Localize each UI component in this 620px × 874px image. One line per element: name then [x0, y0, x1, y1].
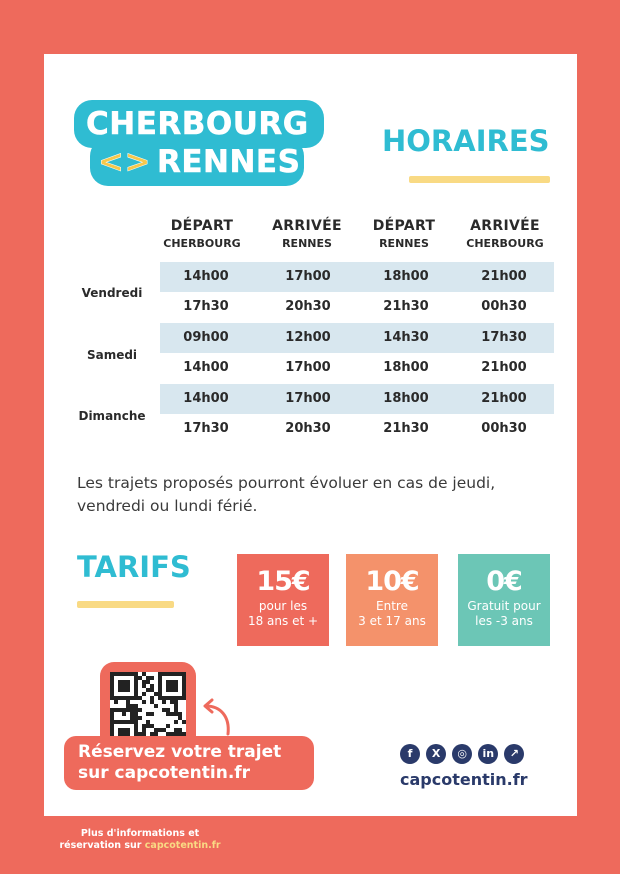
column-header: DÉPART RENNES: [372, 218, 436, 250]
instagram-icon[interactable]: ◎: [452, 744, 472, 764]
table-row: 09h00 12h00 14h30 17h30: [160, 323, 554, 353]
horaires-title: HORAIRES: [382, 124, 550, 158]
tarif-card-infant: 0€ Gratuit pour les -3 ans: [458, 554, 550, 646]
booking-site-link[interactable]: capcotentin.fr: [114, 763, 251, 783]
qr-code-frame: [100, 662, 196, 742]
column-header: ARRIVÉE CHERBOURG: [466, 218, 544, 250]
table-row: 17h30 20h30 21h30 00h30: [183, 421, 527, 436]
holiday-note: Les trajets proposés pourront évoluer en cas de jeudi, vendredi ou lundi férié.: [77, 474, 496, 515]
linkedin-icon[interactable]: in: [478, 744, 498, 764]
table-row: 14h00 17h00 18h00 21h00: [160, 384, 554, 414]
link-icon[interactable]: ↗: [504, 744, 524, 764]
table-row: 14h00 17h00 18h00 21h00: [183, 360, 527, 375]
day-label: Dimanche: [78, 409, 146, 423]
day-label: Vendredi: [81, 286, 143, 300]
horaires-underline: [409, 176, 550, 183]
poster-card: [44, 54, 577, 816]
tarifs-title: TARIFS: [77, 550, 191, 584]
table-row: 14h00 17h00 18h00 21h00: [160, 262, 554, 292]
tarif-card-child: 10€ Entre 3 et 17 ans: [346, 554, 438, 646]
table-row: 17h30 20h30 21h30 00h30: [183, 299, 527, 314]
tarif-card-adult: 15€ pour les 18 ans et +: [237, 554, 329, 646]
social-icons: [400, 744, 525, 764]
column-header: ARRIVÉE RENNES: [272, 218, 342, 250]
logo-arrows: <>: [98, 144, 151, 180]
facebook-icon[interactable]: f: [400, 744, 420, 764]
footer-site-link[interactable]: capcotentin.fr: [144, 840, 221, 851]
booking-line1: Réservez votre trajet: [78, 742, 282, 762]
cherbourg-rennes-logo: [74, 100, 324, 186]
logo-line-cherbourg: CHERBOURG: [86, 106, 309, 142]
booking-banner[interactable]: Réservez votre trajet sur capcotentin.fr: [64, 736, 314, 790]
footer-info: Plus d'informations et réservation sur capcotentin.fr: [59, 828, 221, 851]
x-icon[interactable]: X: [426, 744, 446, 764]
day-label: Samedi: [86, 348, 138, 362]
curved-arrow-icon: [200, 698, 236, 738]
column-header: DÉPART CHERBOURG: [163, 218, 241, 250]
site-link[interactable]: capcotentin.fr: [400, 770, 528, 789]
logo-line-rennes: <> RENNES: [98, 144, 301, 180]
tarifs-underline: [77, 601, 174, 608]
